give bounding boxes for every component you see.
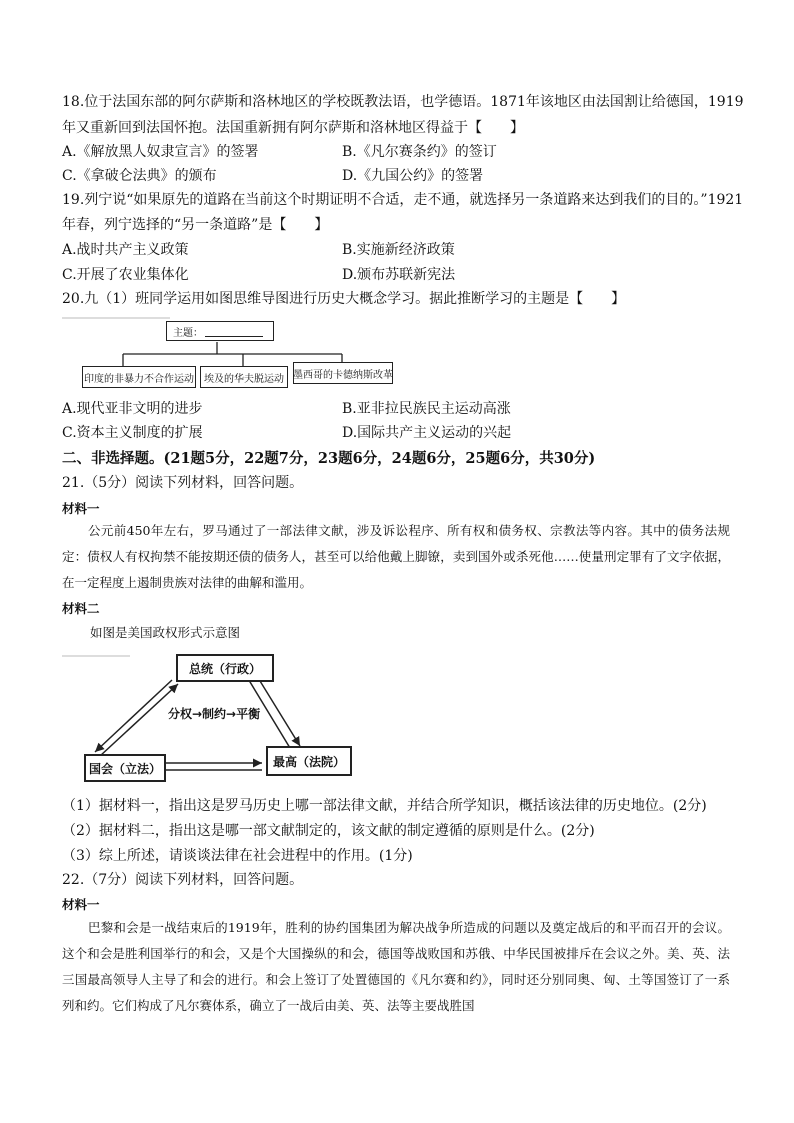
gov-congress-box: 国会（立法）: [84, 754, 166, 782]
q21-material2-caption: 如图是美国政权形式示意图: [90, 625, 241, 640]
q21-material1-label: 材料一: [62, 501, 100, 516]
q21-material1-text: 公元前450年左右，罗马通过了一部法律文献，涉及诉讼程序、所有权和债务权、宗教法等内容。其中的债务法规定：债权人有权拘禁不能按期还债的债务人，甚至可以给他戴上脚镣，卖到国外或杀死他……使量刑定罪有了文字依据，在一定程度上遏制贵族对法律的曲解和滥用。: [62, 523, 730, 590]
q18-stem-line1: 18.位于法国东部的阿尔萨斯和洛林地区的学校既教法语，也学德语。1871年该地区由法国割让给德国，1919: [62, 94, 744, 110]
q18-option-d[interactable]: D.《九国公约》的签署: [342, 168, 484, 184]
q22-material1-text: 巴黎和会是一战结束后的1919年，胜利的协约国集团为解决战争所造成的问题以及奠定战后的和平而召开的会议。这个和会是胜利国举行的和会，又是个大国操纵的和会，德国等战败国和苏俄、中华民国被排斥在会议之外。美、英、法三国最高领导人主导了和会的进行。和会上签订了处置德国的《凡尔赛和约》，同时还分别同奥、匈、土等国签订了一系列和约。它们构成了凡尔赛体系，确立了一战后由美、英、法等主要战胜国: [62, 920, 730, 1013]
q21-question-1: （1）据材料一，指出这是罗马历史上哪一部法律文献，并结合所学知识，概括该法律的历史地位。(2分): [62, 798, 707, 814]
q20-option-d[interactable]: D.国际共产主义运动的兴起: [342, 425, 512, 441]
q21-material2-label: 材料二: [62, 601, 100, 616]
q20-stem: 20.九（1）班同学运用如图思维导图进行历史大概念学习。据此推断学习的主题是【 】: [62, 291, 626, 307]
mindmap-topic-box: [166, 321, 274, 341]
q20-option-a[interactable]: A.现代亚非文明的进步: [62, 401, 203, 417]
gov-center-label: 分权→制约→平衡: [168, 707, 261, 721]
mindmap-topic-blank: [205, 326, 263, 337]
q22-material1-label: 材料一: [62, 897, 100, 912]
mindmap-child-egypt: 埃及的华夫脱运动: [200, 366, 288, 388]
q19-stem-line2: 年春，列宁选择的“另一条道路”是【 】: [62, 217, 329, 233]
q20-option-c[interactable]: C.资本主义制度的扩展: [62, 425, 203, 441]
q19-stem-line1: 19.列宁说“如果原先的道路在当前这个时期证明不合适，走不通，就选择另一条道路来达到我们的目的。”1921: [62, 192, 744, 208]
q19-option-a[interactable]: A.战时共产主义政策: [62, 242, 189, 258]
section-two-heading: 二、非选择题。(21题5分，22题7分，23题6分，24题6分，25题6分，共30分): [62, 450, 596, 467]
q19-option-b[interactable]: B.实施新经济政策: [342, 242, 455, 258]
q20-option-b[interactable]: B.亚非拉民族民主运动高涨: [342, 401, 511, 417]
mindmap-child-india: 印度的非暴力不合作运动: [82, 366, 196, 388]
mindmap-child-mexico: 墨西哥的卡德纳斯改革: [293, 362, 393, 384]
gov-president-box: 总统（行政）: [176, 654, 274, 682]
q19-option-d[interactable]: D.颁布苏联新宪法: [342, 267, 456, 283]
q18-option-b[interactable]: B.《凡尔赛条约》的签订: [342, 144, 497, 160]
q18-option-a[interactable]: A.《解放黑人奴隶宣言》的签署: [62, 144, 259, 160]
q21-head: 21.（5分）阅读下列材料，回答问题。: [62, 475, 304, 491]
q21-question-3: （3）综上所述，请谈谈法律在社会进程中的作用。(1分): [62, 848, 413, 864]
q19-option-c[interactable]: C.开展了农业集体化: [62, 267, 189, 283]
gov-court-box: 最高（法院）: [266, 746, 352, 776]
q18-option-c[interactable]: C.《拿破仑法典》的颁布: [62, 168, 217, 184]
q18-stem-line2: 年又重新回到法国怀抱。法国重新拥有阿尔萨斯和洛林地区得益于【 】: [62, 120, 524, 136]
mindmap-topic-label: 主题：: [173, 327, 203, 339]
q22-head: 22.（7分）阅读下列材料，回答问题。: [62, 872, 304, 888]
q21-question-2: （2）据材料二，指出这是哪一部文献制定的，该文献的制定遵循的原则是什么。(2分): [62, 823, 595, 839]
